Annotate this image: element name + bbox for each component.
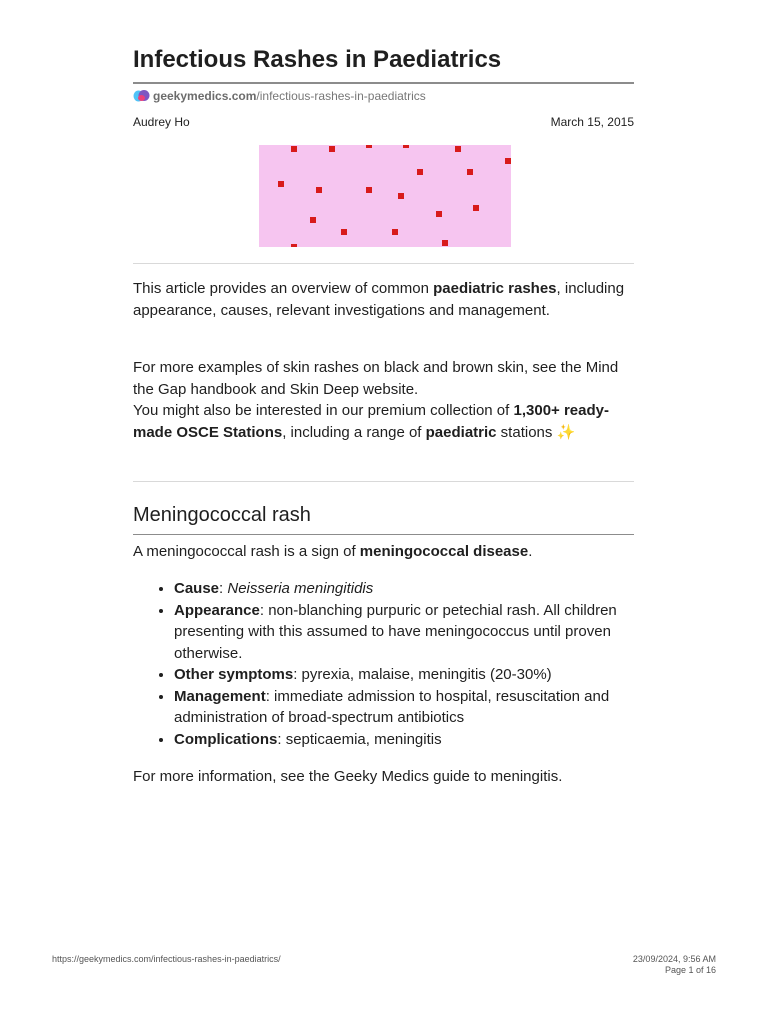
source-link[interactable] [133, 89, 426, 103]
section-divider [133, 481, 634, 482]
brain-logo-icon [133, 89, 150, 103]
author-name: Audrey Ho [133, 115, 190, 129]
rash-spot [310, 217, 316, 223]
more-info-paragraph[interactable]: For more information, see the Geeky Medics guide to meningitis. [133, 768, 563, 785]
rash-spot [398, 193, 404, 199]
rash-spot [316, 187, 322, 193]
sparkles-icon: ✨ [556, 423, 576, 441]
section-lead: A meningococcal rash is a sign of meningococcal disease. [133, 543, 533, 560]
rash-spot [417, 169, 423, 175]
rash-spot [505, 158, 511, 164]
mind-the-gap-text[interactable]: For more examples of skin rashes on black and brown skin, see the Mind the Gap handbook and Skin Deep website. [133, 359, 619, 398]
osce-stations-link[interactable]: 1,300+ ready-made OSCE Stations [133, 402, 609, 441]
rash-illustration [259, 145, 511, 247]
meningococcal-rash-image [259, 145, 511, 247]
resources-paragraph: For more examples of skin rashes on black and brown skin, see the Mind the Gap handbook and Skin Deep website. You might also be interested in our premium collection of 1,300+ ready-made OSCE Stations, including a range of paediatric stations ✨ [133, 359, 619, 441]
rash-spot [436, 211, 442, 217]
rash-spot [291, 146, 297, 152]
footer-meta [633, 954, 716, 976]
rash-spot [442, 240, 448, 246]
section-heading: Meningococcal rash [133, 504, 311, 526]
list-item: • Cause: Neisseria meningitidis [174, 578, 634, 600]
paediatric-rashes-emphasis: paediatric rashes [433, 280, 557, 297]
rash-spot [366, 145, 372, 148]
meningococcal-disease-emphasis: meningococcal disease [359, 543, 529, 560]
rash-spot [341, 229, 347, 235]
list-item: • Other symptoms: pyrexia, malaise, meningitis (20-30%) [174, 664, 634, 686]
paediatric-emphasis: paediatric [425, 423, 497, 441]
footer-timestamp: 23/09/2024, 9:56 AM [632, 954, 716, 964]
list-item: • Complications: septicaemia, meningitis [174, 729, 634, 751]
rash-spot [392, 229, 398, 235]
footer-page-number: Page 1 of 16 [664, 965, 716, 975]
rash-spot [278, 181, 284, 187]
rash-spot [403, 145, 409, 148]
rash-spot [366, 187, 372, 193]
rash-spot [473, 205, 479, 211]
rash-spot [455, 146, 461, 152]
source-domain[interactable]: geekymedics.com [153, 89, 257, 103]
publish-date: March 15, 2015 [550, 115, 634, 129]
rash-details-list [133, 578, 634, 750]
rash-spot [467, 169, 473, 175]
article-title: Infectious Rashes in Paediatrics [133, 46, 502, 73]
title-divider [133, 82, 634, 84]
article-meta [133, 115, 634, 129]
heading-divider [133, 534, 634, 535]
list-item: • Appearance: non-blanching purpuric or petechial rash. All children presenting with this assumed to have meningococcus until proven otherwise. [174, 600, 634, 665]
rash-spot [291, 244, 297, 247]
section-divider [133, 263, 634, 264]
intro-paragraph: This article provides an overview of common paediatric rashes, including appearance, causes, relevant investigations and management. [133, 280, 625, 319]
rash-spot [329, 146, 335, 152]
footer-url: https://geekymedics.com/infectious-rashes-in-paediatrics/ [52, 954, 281, 964]
source-path[interactable]: /infectious-rashes-in-paediatrics [256, 89, 426, 103]
list-item: • Management: immediate admission to hospital, resuscitation and administration of broad-spectrum antibiotics [174, 686, 634, 729]
